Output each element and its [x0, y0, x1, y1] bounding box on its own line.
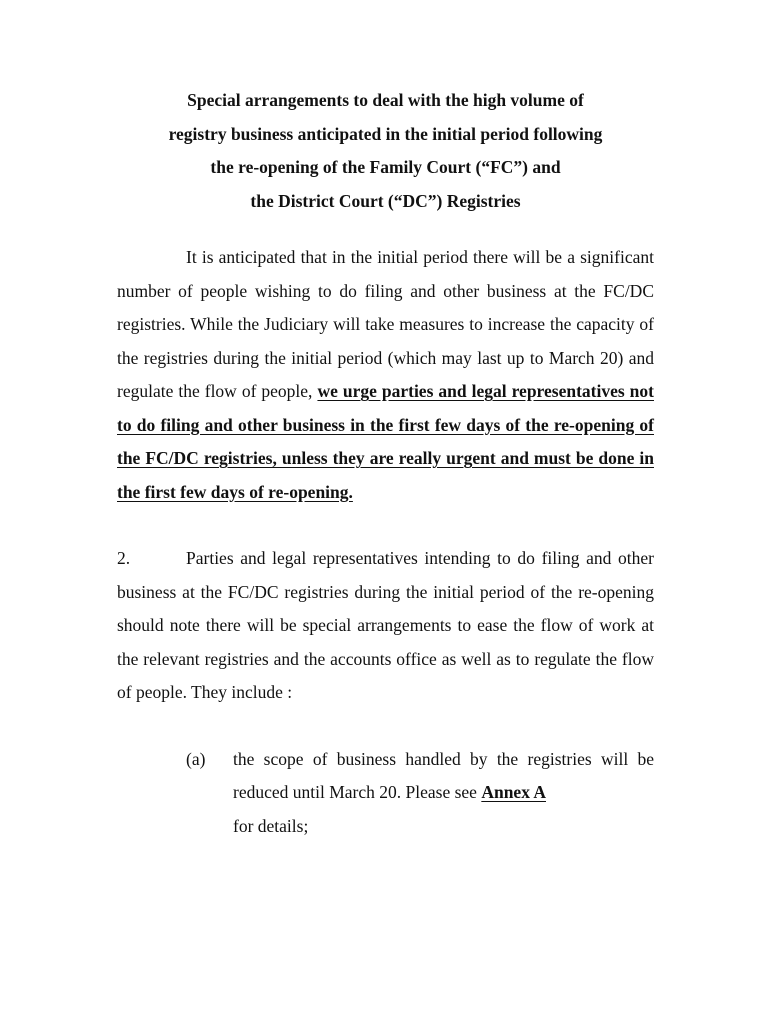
paragraph-2-text: Parties and legal representatives intending to do filing and other business at the FC/DC registries during the initial period of the re-opening should note there will be special arrangements to ease the flow of work at the relevant registries and the accounts office as well as to regulate the flow of people. They include :	[117, 548, 654, 702]
list-item-a-label: (a)	[186, 748, 206, 769]
paragraph-2	[117, 542, 654, 710]
title-line-1: Special arrangements to deal with the high volume of	[187, 90, 584, 110]
title-line-4: the District Court (“DC”) Registries	[250, 190, 521, 211]
document-title	[117, 84, 654, 218]
paragraph-1-emphasis: we urge parties and legal representatives not to do filing and other business in the first few days of the re-opening of the FC/DC registries, unless they are really urgent and must be done in the first few days of re-opening.	[117, 381, 654, 502]
list-item-a	[117, 743, 654, 844]
annex-a-reference: Annex A	[481, 782, 546, 802]
title-line-2: registry business anticipated in the initial period following	[168, 123, 603, 144]
list-item-a-body	[233, 743, 654, 844]
list-item-a-text: the scope of business handled by the registries will be reduced until March 20. Please see	[233, 748, 654, 802]
paragraph-1	[117, 241, 654, 509]
title-line-3: the re-opening of the Family Court (“FC”) and	[210, 157, 561, 177]
paragraph-1-text: It is anticipated that in the initial period there will be a significant number of people wishing to do filing and other business at the FC/DC registries. While the Judiciary will take measures to increase the capacity of the registries during the initial period (which may last up to March 20) and regulate the flow of people,	[117, 247, 654, 401]
list-item-a-text-end: for details;	[233, 815, 309, 836]
document-page	[117, 84, 654, 843]
paragraph-2-number: 2.	[117, 548, 131, 568]
